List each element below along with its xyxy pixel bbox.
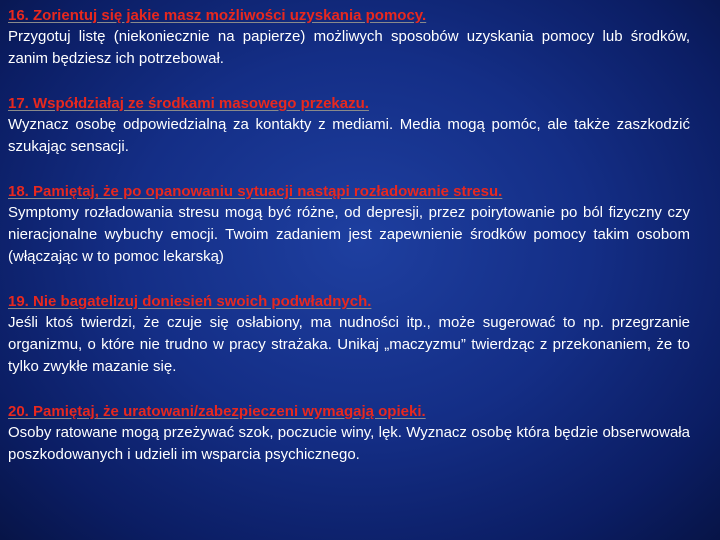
section-16 <box>8 5 690 70</box>
section-17 <box>8 93 690 158</box>
section-body: Jeśli ktoś twierdzi, że czuje się osłabiony, ma nudności itp., może sugerować to np. przegrzanie organizmu, o które nie trudno w pracy strażaka. Unikaj „maczyzmu” twierdząc z przekonaniem, że to tylko zwykłe mazanie się. <box>8 314 690 375</box>
section-heading: 17. Współdziałaj ze środkami masowego przekazu. <box>8 95 369 112</box>
section-body: Symptomy rozładowania stresu mogą być różne, od depresji, przez poirytowanie po ból fizyczny czy nieracjonalne wybuchy emocji. Twoim zadaniem jest zapewnienie środków pomocy takim osobom (włączając w to pomoc lekarską) <box>8 204 690 265</box>
section-body: Wyznacz osobę odpowiedzialną za kontakty z mediami. Media mogą pomóc, ale także zaszkodzić szukając sensacji. <box>8 116 690 155</box>
section-20 <box>8 401 690 466</box>
section-heading: 20. Pamiętaj, że uratowani/zabezpieczeni wymagają opieki. <box>8 403 426 420</box>
section-heading: 16. Zorientuj się jakie masz możliwości uzyskania pomocy. <box>8 7 427 24</box>
section-18 <box>8 181 690 268</box>
section-heading: 19. Nie bagatelizuj doniesień swoich podwładnych. <box>8 293 372 310</box>
section-heading: 18. Pamiętaj, że po opanowaniu sytuacji nastąpi rozładowanie stresu. <box>8 183 503 200</box>
section-body: Przygotuj listę (niekoniecznie na papierze) możliwych sposobów uzyskania pomocy lub środków, zanim będziesz ich potrzebował. <box>8 28 690 67</box>
section-body: Osoby ratowane mogą przeżywać szok, poczucie winy, lęk. Wyznacz osobę która będzie obserwowała poszkodowanych i udzieli im wsparcia psychicznego. <box>8 424 690 463</box>
section-19 <box>8 291 690 378</box>
